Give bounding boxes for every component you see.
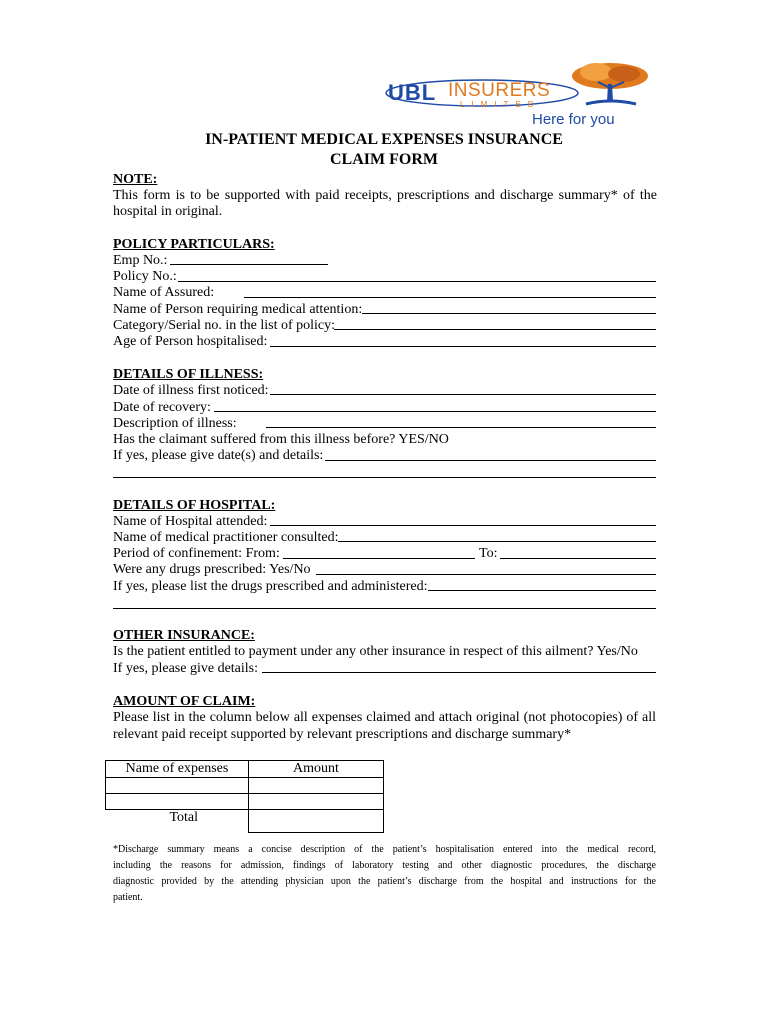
other-insurance-heading: OTHER INSURANCE:	[113, 628, 255, 643]
expense-amount-cell[interactable]	[249, 778, 384, 794]
expense-amount-cell[interactable]	[249, 794, 384, 810]
illness-details-label: If yes, please give date(s) and details:	[113, 448, 324, 463]
note-line-2: hospital in original.	[113, 204, 223, 219]
illness-before-question: Has the claimant suffered from this illness before? YES/NO	[113, 432, 449, 447]
logo-name: INSURERS	[448, 80, 551, 101]
note-line-1: This form is to be supported with paid receipts, prescriptions and discharge summary* of the	[113, 188, 657, 203]
recovery-field[interactable]	[214, 411, 656, 412]
other-insurance-question: Is the patient entitled to payment under any other insurance in respect of this ailment? Yes/No	[113, 644, 638, 659]
total-label: Total	[169, 810, 199, 825]
form-title	[0, 130, 768, 170]
amount-column-header: Amount	[249, 761, 384, 778]
other-insurance-details-label: If yes, please give details:	[113, 661, 259, 676]
total-amount-cell[interactable]	[249, 810, 384, 833]
person-label: Name of Person requiring medical attention:	[113, 302, 363, 317]
drugs-list-field-2[interactable]	[113, 608, 656, 609]
confinement-from-label: Period of confinement: From:	[113, 546, 280, 561]
table-total-row	[106, 810, 384, 833]
emp-no-field[interactable]	[170, 264, 328, 265]
policy-no-field[interactable]	[178, 281, 656, 282]
amount-heading: AMOUNT OF CLAIM:	[113, 694, 256, 709]
assured-field[interactable]	[244, 297, 656, 298]
policy-no-label: Policy No.:	[113, 269, 177, 284]
footnote-line-3: diagnostic provided by the attending physician upon the patient’s discharge from the hospital and instructions for the	[113, 876, 656, 887]
drugs-field[interactable]	[316, 574, 656, 575]
other-insurance-details-field[interactable]	[262, 672, 656, 673]
practitioner-field[interactable]	[338, 541, 656, 542]
confinement-from-field[interactable]	[283, 558, 475, 559]
drugs-question: Were any drugs prescribed: Yes/No	[113, 562, 311, 577]
expenses-column-header: Name of expenses	[106, 761, 249, 778]
expenses-table	[105, 760, 384, 833]
confinement-to-label: To:	[479, 546, 498, 561]
footnote	[113, 842, 656, 906]
footnote-line-4: patient.	[113, 892, 143, 903]
hospital-heading: DETAILS OF HOSPITAL:	[113, 498, 276, 513]
policy-heading: POLICY PARTICULARS:	[113, 237, 275, 252]
logo-sub: LIMITED	[460, 100, 541, 109]
expense-name-cell[interactable]	[106, 778, 249, 794]
confinement-to-field[interactable]	[500, 558, 656, 559]
practitioner-label: Name of medical practitioner consulted:	[113, 530, 339, 545]
description-label: Description of illness:	[113, 416, 237, 431]
logo-brand: UBL	[388, 80, 437, 105]
footnote-line-2: including the reasons for admission, findings of laboratory testing and other diagnostic procedures, the discharge	[113, 860, 656, 871]
hospital-name-label: Name of Hospital attended:	[113, 514, 268, 529]
illness-details-field-2[interactable]	[113, 477, 656, 478]
drugs-list-label: If yes, please list the drugs prescribed and administered:	[113, 579, 428, 594]
title-line-1: IN-PATIENT MEDICAL EXPENSES INSURANCE	[205, 131, 563, 148]
assured-label: Name of Assured:	[113, 285, 215, 300]
illness-details-field[interactable]	[325, 460, 656, 461]
footnote-line-1: *Discharge summary means a concise description of the patient’s hospitalisation entered into the medical record,	[113, 844, 656, 855]
category-label: Category/Serial no. in the list of policy:	[113, 318, 336, 333]
expense-name-cell[interactable]	[106, 794, 249, 810]
table-row[interactable]	[106, 778, 384, 794]
age-field[interactable]	[270, 346, 656, 347]
hospital-name-field[interactable]	[270, 525, 656, 526]
description-field[interactable]	[266, 427, 656, 428]
illness-heading: DETAILS OF ILLNESS:	[113, 367, 264, 382]
table-row[interactable]	[106, 794, 384, 810]
drugs-list-field[interactable]	[428, 590, 656, 591]
person-field[interactable]	[362, 313, 656, 314]
title-line-2: CLAIM FORM	[330, 151, 438, 168]
note-heading: NOTE:	[113, 172, 158, 187]
logo-tagline: Here for you	[532, 111, 615, 128]
emp-no-label: Emp No.:	[113, 253, 168, 268]
amount-line-1: Please list in the column below all expenses claimed and attach original (not photocopies) of all	[113, 710, 656, 725]
amount-line-2: relevant paid receipt supported by relevant prescriptions and discharge summary*	[113, 727, 572, 742]
first-noticed-label: Date of illness first noticed:	[113, 383, 269, 398]
table-header-row	[106, 761, 384, 778]
category-field[interactable]	[334, 329, 656, 330]
first-noticed-field[interactable]	[270, 394, 656, 395]
recovery-label: Date of recovery:	[113, 400, 211, 415]
age-label: Age of Person hospitalised:	[113, 334, 268, 349]
